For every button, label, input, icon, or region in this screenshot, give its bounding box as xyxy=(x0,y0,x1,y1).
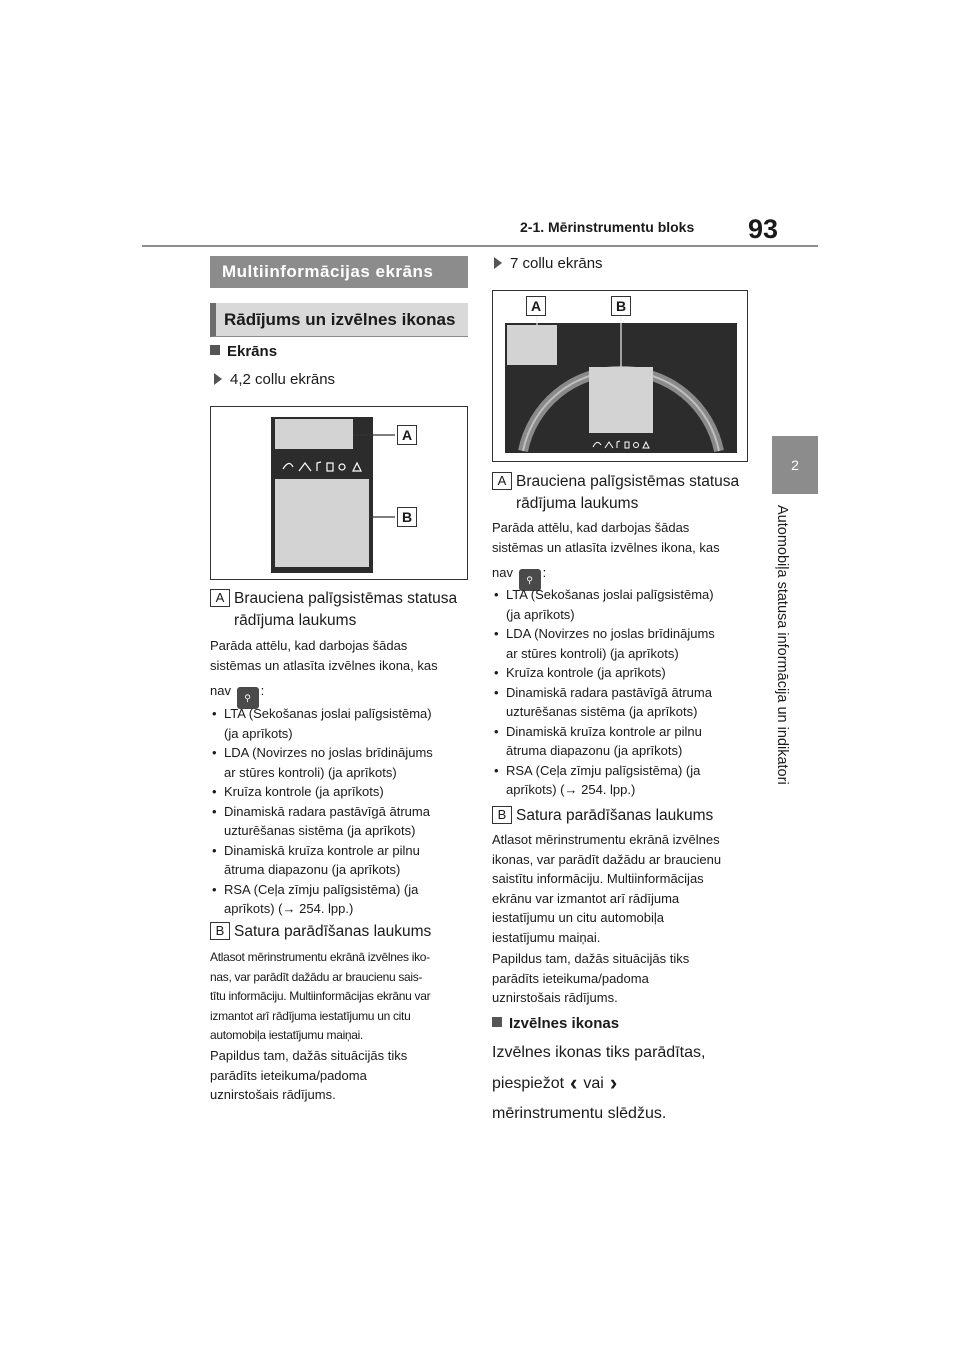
screen-size-7: 7 collu ekrāns xyxy=(494,255,603,272)
figure-7-screen xyxy=(492,290,748,462)
square-bullet-icon xyxy=(210,345,220,355)
figure-42-screen xyxy=(210,406,468,580)
chapter-title: 2-1. Mērinstrumentu bloks xyxy=(520,219,695,235)
page-number: 93 xyxy=(748,214,779,244)
list-item: • Kruīza kontrole (ja aprīkots) xyxy=(210,782,480,802)
list-item: • Dinamiskā kruīza kontrole ar pilnu ātruma diapazonu (ja aprīkots) xyxy=(492,722,762,761)
list-item: • Dinamiskā radara pastāvīgā ātruma uzturēšanas sistēma (ja aprīkots) xyxy=(210,802,480,841)
right-item-a-title: A Brauciena palīgsistēmas statusa rādījuma laukums xyxy=(492,471,762,515)
area-a-block xyxy=(275,419,353,449)
square-bullet-icon xyxy=(492,1017,502,1027)
list-item: • LTA (Sekošanas joslai palīgsistēma) (ja aprīkots) xyxy=(492,585,762,624)
chapter-tab xyxy=(772,436,818,494)
right-item-b-title: B Satura parādīšanas laukums xyxy=(492,805,762,827)
chapter-tab-number: 2 xyxy=(791,457,799,473)
list-item: • LDA (Novirzes no joslas brīdinājums ar stūres kontroli) (ja aprīkots) xyxy=(210,743,480,782)
callout-a: A xyxy=(526,296,546,316)
heading-menu-icons: Izvēlnes ikonas xyxy=(492,1015,619,1032)
list-item: • RSA (Ceļa zīmju palīgsistēma) (ja aprīkots) (→ 254. lpp.) xyxy=(210,880,480,919)
tag-b: B xyxy=(210,922,230,940)
header-rule xyxy=(142,245,818,247)
triangle-right-icon xyxy=(214,373,222,385)
callout-b: B xyxy=(611,296,631,316)
right-item-b-body2: Papildus tam, dažās situācijās tiks parādīts ieteikuma/padoma uznirstošais rādījums. xyxy=(492,951,690,1005)
screen-7-illustration xyxy=(493,291,747,461)
list-item: • LDA (Novirzes no joslas brīdinājums ar stūres kontroli) (ja aprīkots) xyxy=(492,624,762,663)
tag-b: B xyxy=(492,806,512,824)
screen-size-42: 4,2 collu ekrāns xyxy=(214,371,335,388)
list-item: • Dinamiskā kruīza kontrole ar pilnu ātruma diapazonu (ja aprīkots) xyxy=(210,841,480,880)
subsection-title: Rādījums un izvēlnes ikonas xyxy=(210,303,468,337)
lta-menu-icon: ⚲ xyxy=(519,569,541,591)
triangle-right-icon xyxy=(494,257,502,269)
area-a-block xyxy=(507,325,557,365)
area-b-block xyxy=(589,367,653,433)
left-item-a-title: A Brauciena palīgsistēmas statusa rādījuma laukums xyxy=(210,588,480,632)
right-item-a-body: Parāda attēlu, kad darbojas šādas sistēmas un atlasīta izvēlnes ikona, kas nav ⚲ : xyxy=(492,518,762,591)
left-item-b-title: B Satura parādīšanas laukums xyxy=(210,921,480,943)
right-item-b-body: Atlasot mērinstrumentu ekrānā izvēlnes ikonas, var parādīt dažādu ar braucienu saistītu informāciju. Multiinformācijas ekrānu var izmantot arī rādījuma iestatījumu un citu automobiļa iestatījumu maiņai. xyxy=(492,832,722,945)
chevron-left-icon: ‹ xyxy=(570,1070,578,1095)
left-item-a-body: Parāda attēlu, kad darbojas šādas sistēmas un atlasīta izvēlnes ikona, kas nav ⚲ : xyxy=(210,636,480,709)
callout-b: B xyxy=(397,507,417,527)
lta-menu-icon: ⚲ xyxy=(237,687,259,709)
left-item-b-body: Atlasot mērinstrumentu ekrānā izvēlnes iko- nas, var parādīt dažādu ar braucienu sais- tītu informāciju. Multiinformācijas ekrānu var izmantot arī rādījuma iestatījumu un citu automobiļa iestatījumu maiņai. xyxy=(210,950,431,1043)
menu-icons-body: Izvēlnes ikonas tiks parādītas, piespiežot ‹ vai › mērinstrumentu slēdžus. xyxy=(492,1044,706,1122)
chevron-right-icon: › xyxy=(609,1070,618,1095)
callout-a: A xyxy=(397,425,417,445)
screen-42-illustration xyxy=(211,407,467,579)
list-item: • RSA (Ceļa zīmju palīgsistēma) (ja aprīkots) (→ 254. lpp.) xyxy=(492,761,762,800)
tag-a: A xyxy=(492,472,512,490)
section-title: Multiinformācijas ekrāns xyxy=(210,256,468,288)
list-item: • Kruīza kontrole (ja aprīkots) xyxy=(492,663,762,683)
list-item: • LTA (Sekošanas joslai palīgsistēma) (ja aprīkots) xyxy=(210,704,480,743)
right-bullet-list xyxy=(492,585,762,800)
left-item-b-body2: Papildus tam, dažās situācijās tiks parādīts ieteikuma/padoma uznirstošais rādījums. xyxy=(210,1048,408,1102)
area-b-block xyxy=(275,479,369,567)
heading-ekrans: Ekrāns xyxy=(210,343,277,360)
side-chapter-title: Automobiļa statusa informācija un indikatori xyxy=(774,505,790,785)
list-item: • Dinamiskā radara pastāvīgā ātruma uzturēšanas sistēma (ja aprīkots) xyxy=(492,683,762,722)
left-bullet-list xyxy=(210,704,480,919)
tag-a: A xyxy=(210,589,230,607)
